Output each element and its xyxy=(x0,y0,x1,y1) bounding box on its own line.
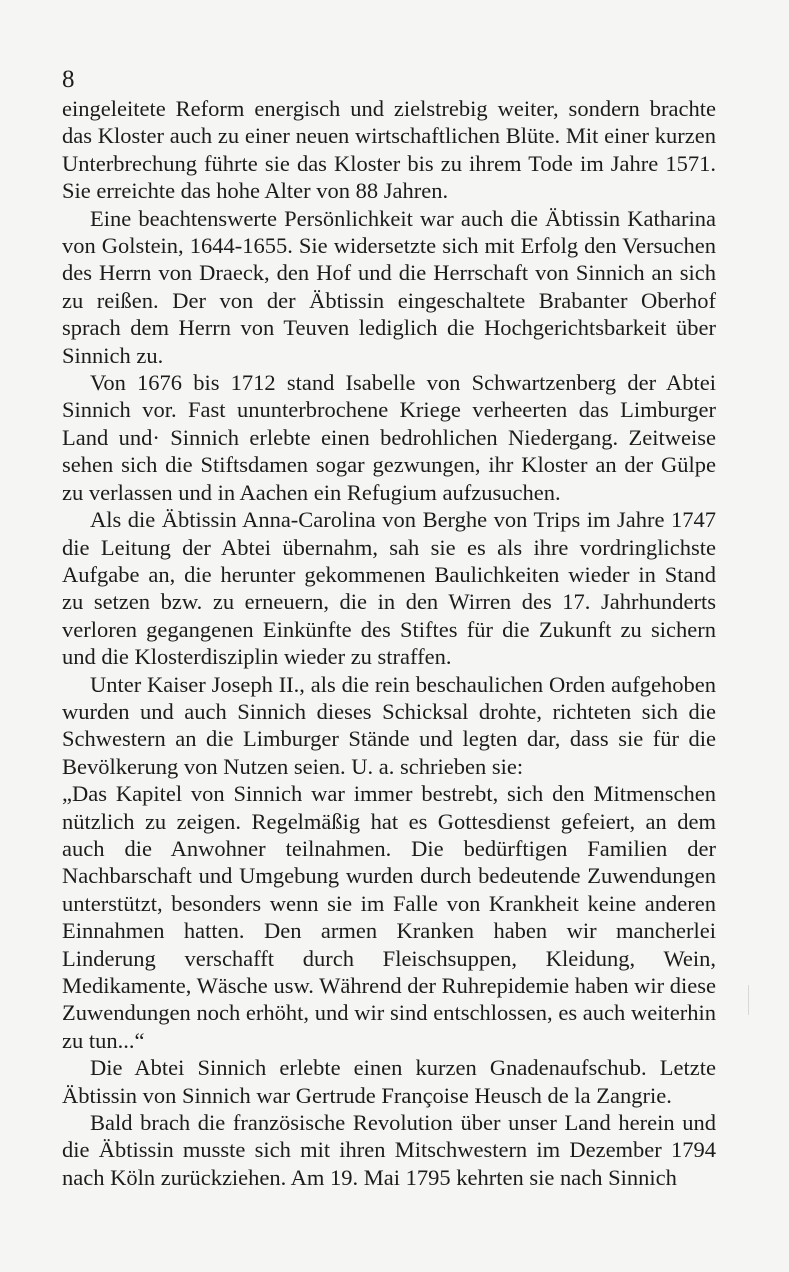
paragraph-reform: eingeleitete Reform energisch und zielstrebig weiter, sondern brachte das Kloster auch zu einer neuen wirtschaftlichen Blüte. Mit einer kurzen Unterbrechung führte sie das Kloster bis zu ihrem Tode im Jahre 1571. Sie erreichte das hohe Alter von 88 Jahren. xyxy=(62,96,716,204)
paragraph-gnadenaufschub: Die Abtei Sinnich erlebte einen kurzen Gnadenaufschub. Letzte Äbtissin von Sinnich war Gertrude Françoise Heusch de la Zangrie. xyxy=(62,1055,716,1108)
page-edge-mark xyxy=(748,985,749,1015)
page-number: 8 xyxy=(62,66,75,93)
paragraph-schwartzenberg: Von 1676 bis 1712 stand Isabelle von Schwartzenberg der Abtei Sinnich vor. Fast ununterbrochene Kriege verheerten das Limburger Land und· Sinnich erlebte einen bedrohlichen Niedergang. Zeitweise sehen sich die Stiftsdamen sogar gezwungen, ihr Kloster an der Gülpe zu verlassen und in Aachen ein Refugium aufzusuchen. xyxy=(62,370,716,505)
body-text xyxy=(62,95,716,1191)
paragraph-revolution: Bald brach die französische Revolution über unser Land herein und die Äbtissin musste sich mit ihren Mitschwestern im Dezember 1794 nach Köln zurückziehen. Am 19. Mai 1795 kehrten sie nach Sinnich xyxy=(62,1110,716,1190)
paragraph-quote: „Das Kapitel von Sinnich war immer bestrebt, sich den Mitmenschen nützlich zu zeigen. Regelmäßig hat es Gottesdienst gefeiert, an dem auch die Anwohner teilnahmen. Die bedürftigen Familien der Nachbarschaft und Umgebung wurden durch bedeutende Zuwendungen unterstützt, besonders wenn sie im Falle von Krankheit keine anderen Einnahmen hatten. Den armen Kranken haben wir mancherlei Linderung verschafft durch Fleischsuppen, Kleidung, Wein, Medikamente, Wäsche usw. Während der Ruhrepidemie haben wir diese Zuwendungen noch erhöht, und wir sind entschlossen, es auch weiterhin zu tun...“ xyxy=(62,781,716,1053)
paragraph-joseph-ii: Unter Kaiser Joseph II., als die rein beschaulichen Orden aufgehoben wurden und auch Sinnich dieses Schicksal drohte, richteten sich die Schwestern an die Limburger Stände und legten dar, dass sie für die Bevölkerung von Nutzen seien. U. a. schrieben sie: xyxy=(62,671,716,779)
paragraph-golstein: Eine beachtenswerte Persönlichkeit war auch die Äbtissin Katharina von Golstein, 1644-1655. Sie widersetzte sich mit Erfolg den Versuchen des Herrn von Draeck, den Hof und die Herrschaft von Sinnich an sich zu reißen. Der von der Äbtissin eingeschaltete Brabanter Oberhof sprach dem Herrn von Teuven lediglich die Hochgerichtsbarkeit über Sinnich zu. xyxy=(62,205,716,368)
paragraph-berghe-von-trips: Als die Äbtissin Anna-Carolina von Berghe von Trips im Jahre 1747 die Leitung der Abtei übernahm, sah sie es als ihre vordringlichste Aufgabe an, die herunter gekommenen Baulichkeiten wieder in Stand zu setzen bzw. zu erneuern, die in den Wirren des 17. Jahrhunderts verloren gegangenen Einkünfte des Stiftes für die Zukunft zu sichern und die Klosterdisziplin wieder zu straffen. xyxy=(62,507,716,670)
